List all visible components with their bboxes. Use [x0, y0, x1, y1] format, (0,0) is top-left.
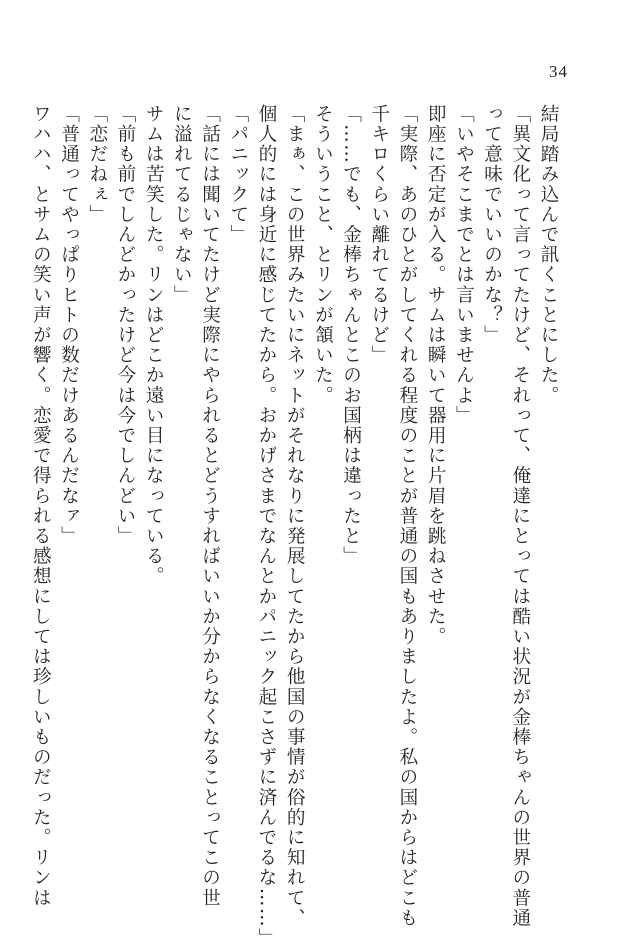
text-line: 「恋だねぇ」 — [86, 104, 108, 225]
text-line: ワハハ、とサムの笑い声が響く。恋愛で得られる感想にしては珍しいものだった。リンは — [30, 104, 52, 908]
text-line: 「話には聞いてたけど実際にやられるとどうすればいいか分からなくなることってこの世 — [199, 104, 221, 908]
text-line: そういうこと、とリンが頷いた。 — [312, 104, 334, 406]
text-line: 「まぁ、この世界みたいにネットがそれなりに発展してたから他国の事情が俗的に知れて、 — [284, 104, 306, 929]
body-text — [26, 104, 562, 948]
text-line: 個人的には身近に感じてたから。おかげさまでなんとかパニック起こさずに済んでるな……」 — [255, 104, 277, 948]
text-line: 即座に否定が入る。サムは瞬いて器用に片眉を跳ねさせた。 — [425, 104, 447, 647]
page-number: 34 — [549, 62, 568, 81]
text-line: 結局踏み込んで訊くことにした。 — [538, 104, 559, 406]
text-line: に溢れてるじゃない」 — [171, 104, 193, 305]
text-line: 「前も前でしんどかったけど今は今でしんどい」 — [114, 104, 136, 547]
text-line: 「……でも、金棒ちゃんとこのお国柄は違ったと」 — [340, 104, 362, 567]
text-line: 「パニックて」 — [227, 104, 249, 245]
text-line: 「異文化って言ってたけど、それって、俺達にとっては酷い状況が金棒ちゃんの世界の普通 — [509, 104, 531, 929]
text-line: サムは苦笑した。リンはどこか遠い目になっている。 — [143, 104, 165, 587]
text-line: 「普通ってやっぱりヒトの数だけあるんだなァ」 — [58, 104, 80, 547]
text-line: 千キロくらい離れてるけど」 — [368, 104, 390, 366]
text-line: 「いやそこまでとは言いませんよ」 — [453, 104, 475, 426]
text-line: 「実際、あのひとがしてくれる程度のことが普通の国もありましたよ。私の国からはどこも — [396, 104, 418, 929]
text-line: って意味でいいのかな？」 — [481, 104, 503, 346]
